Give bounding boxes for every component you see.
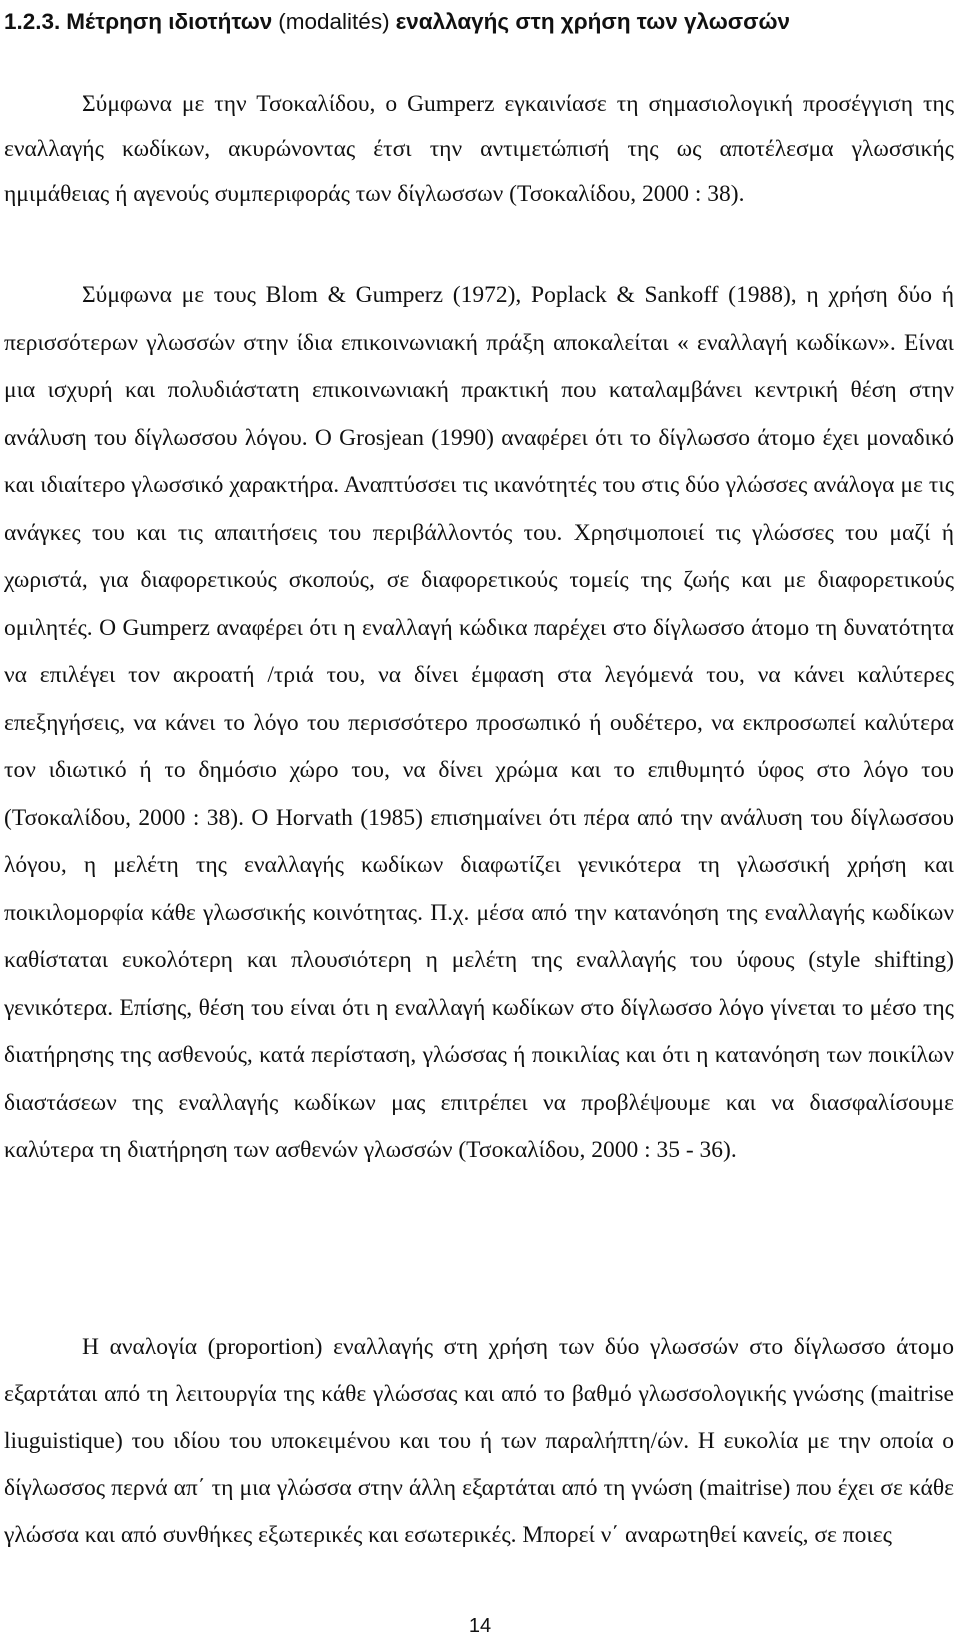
section-title-part-1: Μέτρηση ιδιοτήτων — [66, 9, 273, 34]
section-title-modalites: (modalités) — [278, 9, 390, 34]
section-heading — [4, 6, 954, 38]
section-number: 1.2.3. — [4, 9, 61, 34]
paragraph-3: Η αναλογία (proportion) εναλλαγής στη χρήση των δύο γλωσσών στο δίγλωσσο άτομο εξαρτάται από τη λειτουργία της κάθε γλώσσας και από το βαθμό γλωσσολογικής γνώσης (maitrise liuguistique) του ιδίου του υποκειμένου και του ή των παραλήπτη/ών. Η ευκολία με την οποία ο δίγλωσσος περνά απ΄ τη μια γλώσσα στην άλλη εξαρτάται από τη γνώση (maitrise) που έχει σε κάθε γλώσσα και από συνθήκες εξωτερικές και εσωτερικές. Μπορεί ν΄ αναρωτηθεί κανείς, σε ποιες — [4, 1334, 954, 1548]
paragraph-2: Σύμφωνα με τους Blom & Gumperz (1972), Poplack & Sankoff (1988), η χρήση δύο ή περισσότερων γλωσσών στην ίδια επικοινωνιακή πράξη αποκαλείται « εναλλαγή κωδίκων». Είναι μια ισχυρή και πολυδιάστατη επικοινωνιακή πρακτική που καταλαμβάνει κεντρική θέση στην ανάλυση του δίγλωσσου λόγου. Ο Grosjean (1990) αναφέρει ότι το δίγλωσσο άτομο έχει μοναδικό και ιδιαίτερο γλωσσικό χαρακτήρα. Αναπτύσσει τις ικανότητές του στις δύο γλώσσες ανάλογα με τις ανάγκες του και τις απαιτήσεις του περιβάλλοντός του. Χρησιμοποιεί τις γλώσσες του μαζί ή χωριστά, για διαφορετικούς σκοπούς, σε διαφορετικούς τομείς της ζωής και με διαφορετικούς ομιλητές. Ο Gumperz αναφέρει ότι η εναλλαγή κώδικα παρέχει στο δίγλωσσο άτομο τη δυνατότητα να επιλέγει τον ακροατή /τριά του, να δίνει έμφαση στα λεγόμενά του, να κάνει καλύτερες επεξηγήσεις, να κάνει το λόγο του περισσότερο προσωπικό ή ουδέτερο, να εκπροσωπεί καλύτερα τον ιδιωτικό ή το δημόσιο χώρο του, να δίνει χρώμα και το επιθυμητό ύφος στο λόγο του (Τσοκαλίδου, 2000 : 38). Ο Horvath (1985) επισημαίνει ότι πέρα από την ανάλυση του δίγλωσσου λόγου, η μελέτη της εναλλαγής κωδίκων διαφωτίζει γενικότερα τη γλωσσική χρήση και ποικιλομορφία κάθε γλωσσικής κοινότητας. Π.χ. μέσα από την κατανόηση της εναλλαγής κωδίκων καθίσταται ευκολότερη και πλουσιότερη η μελέτη της εναλλαγής του ύφους (style shifting) γενικότερα. Επίσης, θέση του είναι ότι η εναλλαγή κωδίκων στο δίγλωσσο λόγο γίνεται το μέσο της διατήρησης της ασθενούς, κατά περίσταση, γλώσσας ή ποικιλίας και ότι η κατανόηση των ποικίλων διαστάσεων της εναλλαγής κωδίκων μας επιτρέπει να προβλέψουμε και να διασφαλίσουμε καλύτερα τη διατήρηση των ασθενών γλωσσών (Τσοκαλίδου, 2000 : 35 - 36). — [4, 282, 954, 1163]
paragraph-1: Σύμφωνα με την Τσοκαλίδου, ο Gumperz εγκαινίασε τη σημασιολογική προσέγγιση της εναλλαγής κωδίκων, ακυρώνοντας έτσι την αντιμετώπισή της ως αποτέλεσμα γλωσσικής ημιμάθειας ή αγενούς συμπεριφοράς των δίγλωσσων (Τσοκαλίδου, 2000 : 38). — [4, 91, 954, 207]
section-title-part-2: εναλλαγής στη χρήση των γλωσσών — [395, 9, 791, 34]
page-number: 14 — [468, 1615, 492, 1637]
